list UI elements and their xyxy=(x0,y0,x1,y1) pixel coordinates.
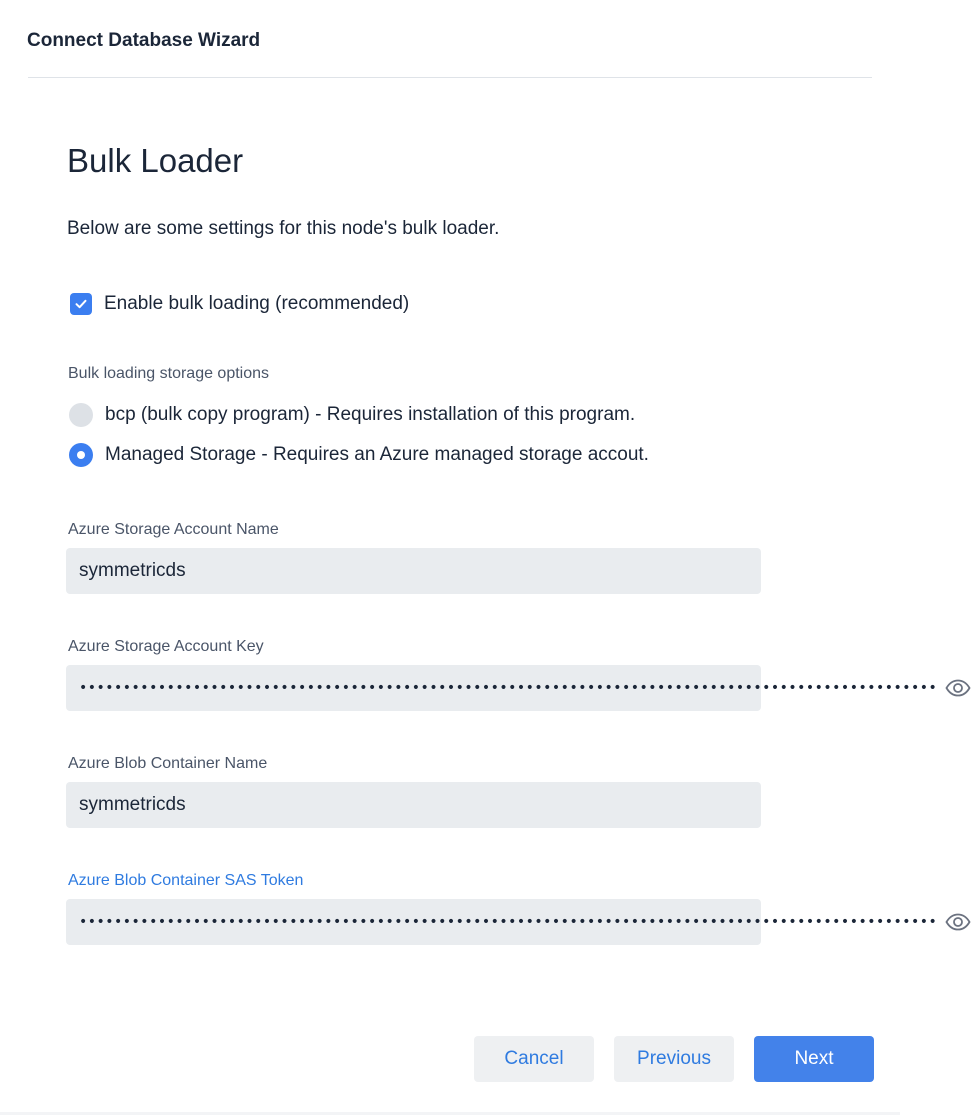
radio-button-managed-storage[interactable] xyxy=(69,443,93,467)
cancel-button[interactable]: Cancel xyxy=(474,1036,594,1082)
check-icon xyxy=(74,297,88,311)
account-key-input[interactable] xyxy=(66,665,938,711)
container-name-label: Azure Blob Container Name xyxy=(68,755,268,772)
enable-bulk-loading-checkbox-row[interactable] xyxy=(70,293,409,315)
eye-icon[interactable] xyxy=(945,678,971,698)
container-name-input[interactable] xyxy=(66,782,761,828)
radio-label-managed-storage: Managed Storage - Requires an Azure managed storage accout. xyxy=(105,444,649,465)
container-name-value: symmetricds xyxy=(79,794,186,815)
radio-option-managed-storage[interactable] xyxy=(69,443,649,467)
previous-button[interactable]: Previous xyxy=(614,1036,734,1082)
enable-bulk-loading-label: Enable bulk loading (recommended) xyxy=(104,293,410,314)
enable-bulk-loading-checkbox[interactable] xyxy=(70,293,92,315)
account-name-input[interactable] xyxy=(66,548,761,594)
account-key-value: •••••••••••••••••••••••••••••••••••••••••••••••••••••••••••••••••••••••••••••••••••••••••••••••••• xyxy=(79,680,938,696)
eye-icon[interactable] xyxy=(945,912,971,932)
account-name-value: symmetricds xyxy=(79,560,186,581)
sas-token-label: Azure Blob Container SAS Token xyxy=(68,872,304,889)
sas-token-input[interactable] xyxy=(66,899,938,945)
header-divider xyxy=(28,77,872,78)
radio-option-bcp[interactable] xyxy=(69,403,635,427)
sas-token-value: •••••••••••••••••••••••••••••••••••••••••••••••••••••••••••••••••••••••••••••••••••••••••••••••••• xyxy=(79,914,938,930)
storage-options-label: Bulk loading storage options xyxy=(68,365,270,382)
next-button[interactable]: Next xyxy=(754,1036,874,1082)
page-description: Below are some settings for this node's bulk loader. xyxy=(67,218,500,239)
radio-button-bcp[interactable] xyxy=(69,403,93,427)
dialog-title: Connect Database Wizard xyxy=(27,30,261,51)
account-key-label: Azure Storage Account Key xyxy=(68,638,264,655)
radio-label-bcp: bcp (bulk copy program) - Requires installation of this program. xyxy=(105,404,636,425)
page-title: Bulk Loader xyxy=(67,142,244,179)
account-name-label: Azure Storage Account Name xyxy=(68,521,279,538)
